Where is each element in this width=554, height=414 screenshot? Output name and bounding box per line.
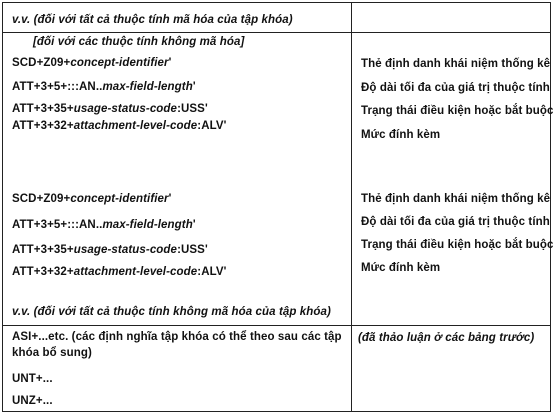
code-suffix: :ALV' [197, 120, 227, 132]
non-coded-header: [đối với các thuộc tính không mã hóa] [33, 36, 245, 48]
code-text: SCD+Z09+ [12, 57, 71, 69]
code-text: SCD+Z09+ [12, 193, 71, 205]
row2-footer-note: v.v. (đối với tất cả thuộc tính không mã hóa của tập khóa) [12, 306, 331, 318]
row-divider-1 [3, 32, 550, 33]
group1-desc-1: Thẻ định danh khái niệm thống kê [361, 58, 551, 70]
group1-line-2 [12, 80, 196, 94]
document-table [2, 2, 554, 412]
group1-line-1 [12, 56, 171, 70]
code-suffix: :USS' [177, 244, 208, 256]
group2-desc-1: Thẻ định danh khái niệm thống kê [361, 193, 551, 205]
group2-line-4 [12, 265, 227, 279]
group2-desc-3: Trạng thái điều kiện hoặc bắt buộc [361, 239, 554, 251]
code-suffix: ' [168, 193, 172, 205]
code-text: ATT+3+32+ [12, 266, 74, 278]
row3-line-1: ASI+...etc. (các định nghĩa tập khóa có thể theo sau các tập [12, 331, 342, 343]
row3-line-2: khóa bổ sung) [12, 347, 92, 359]
column-divider [351, 3, 352, 411]
group2-desc-2: Độ dài tối đa của giá trị thuộc tính [361, 216, 550, 228]
code-suffix: ' [192, 219, 196, 231]
row3-right-note: (đã thảo luận ở các bảng trước) [358, 332, 535, 344]
code-text: ATT+3+35+ [12, 103, 74, 115]
field-name: usage-status-code [73, 103, 178, 115]
group2-line-3 [12, 243, 208, 257]
group2-line-1 [12, 192, 171, 206]
field-name: concept-identifier [70, 57, 169, 69]
group1-line-4 [12, 119, 227, 133]
code-suffix: ' [168, 57, 172, 69]
group2-line-2 [12, 218, 196, 232]
field-name: max-field-length [102, 81, 193, 93]
code-text: ATT+3+5+:::AN.. [12, 219, 103, 231]
group1-desc-3: Trạng thái điều kiện hoặc bắt buộc [361, 105, 554, 117]
row-divider-2 [3, 325, 550, 326]
field-name: attachment-level-code [73, 266, 198, 278]
group2-desc-4: Mức đính kèm [361, 262, 441, 274]
code-suffix: ' [192, 81, 196, 93]
group1-line-3 [12, 102, 208, 116]
field-name: max-field-length [102, 219, 193, 231]
row3-line-4: UNZ+... [12, 395, 53, 407]
code-text: ATT+3+32+ [12, 120, 74, 132]
code-text: ATT+3+35+ [12, 244, 74, 256]
field-name: attachment-level-code [73, 120, 198, 132]
code-suffix: :ALV' [197, 266, 227, 278]
code-suffix: :USS' [177, 103, 208, 115]
group1-desc-4: Mức đính kèm [361, 129, 441, 141]
group1-desc-2: Độ dài tối đa của giá trị thuộc tính [361, 82, 550, 94]
row3-line-3: UNT+... [12, 373, 53, 385]
code-text: ATT+3+5+:::AN.. [12, 81, 103, 93]
field-name: concept-identifier [70, 193, 169, 205]
row1-note: v.v. (đối với tất cả thuộc tính mã hóa của tập khóa) [12, 14, 293, 26]
field-name: usage-status-code [73, 244, 178, 256]
